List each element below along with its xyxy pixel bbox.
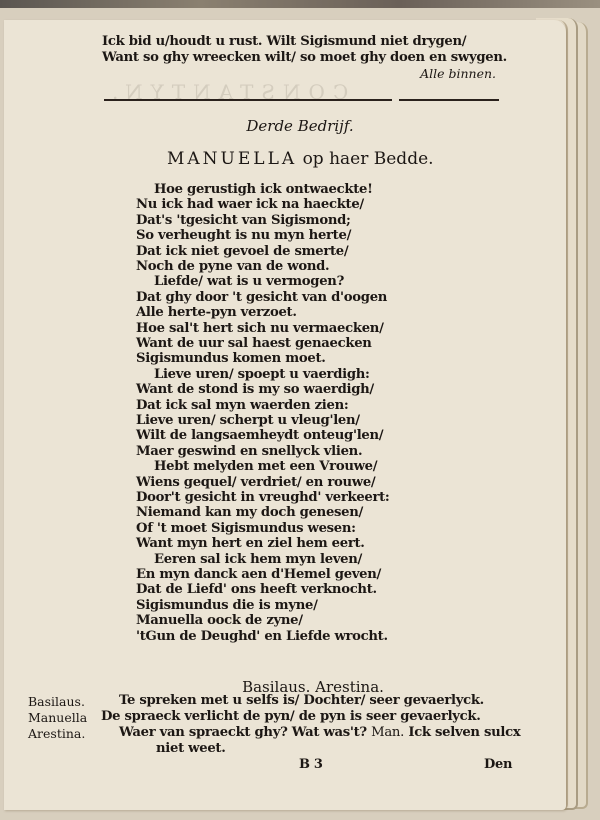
act-title: Derde Bedrijf. — [246, 117, 354, 135]
section-rule — [104, 99, 392, 101]
verse-line: Dat ick sal myn waerden zien: — [136, 397, 349, 413]
verse-line: Niemand kan my doch genesen/ — [136, 505, 364, 521]
speaker-label: Basilaus. — [28, 694, 85, 709]
verse-line: En myn danck aen d'Hemel geven/ — [136, 567, 382, 582]
scene-persons: Basilaus. Arestina. — [242, 678, 384, 696]
speech-line — [119, 725, 520, 740]
scene-character-name: MANUELLA — [167, 149, 298, 169]
verse-line: Liefde/ wat is u vermogen? — [154, 274, 345, 290]
verse-line: Lieve uren/ spoept u vaerdigh: — [154, 366, 370, 382]
book-page — [4, 20, 566, 810]
speech-text-continued: Ick selven sulcx — [408, 725, 521, 740]
verse-line: So verheught is nu myn herte/ — [136, 228, 352, 244]
verse-line: Nu ick had waer ick na haeckte/ — [136, 197, 364, 213]
verse-line: Dat's 'tgesicht van Sigismond; — [136, 212, 351, 228]
signature-mark: B 3 — [299, 757, 323, 772]
verse-line: Wilt de langsaemheydt onteug'len/ — [136, 428, 384, 444]
top-line-2: Want so ghy wreecken wilt/ so moet ghy doen en swygen. — [102, 50, 507, 65]
speech-line: Te spreken met u selfs is/ Dochter/ seer gevaerlyck. — [119, 693, 484, 708]
verse-line: Want de stond is my so waerdigh/ — [136, 382, 374, 398]
inline-speaker-label: Man. — [371, 725, 405, 740]
verse-line: Want myn hert en ziel hem eert. — [136, 536, 365, 552]
catchword: Den — [484, 757, 513, 772]
show-through-running-head: CONSTANTYN. — [104, 80, 349, 104]
scene-title — [167, 149, 434, 169]
verse-line: Alle herte-pyn verzoet. — [136, 305, 297, 321]
verse-line: Want de uur sal haest genaecken — [136, 336, 372, 351]
speaker-label: Manuella — [28, 710, 88, 725]
verse-line: 'tGun de Deughd' en Liefde wrocht. — [136, 628, 388, 644]
top-line-1: Ick bid u/houdt u rust. Wilt Sigismund niet drygen/ — [102, 34, 467, 49]
stage-direction-exit: Alle binnen. — [420, 66, 496, 81]
top-edge-strip — [0, 0, 600, 8]
speech-line: De spraeck verlicht de pyn/ de pyn is seer gevaerlyck. — [101, 709, 481, 724]
verse-line: Wiens gequel/ verdriet/ en rouwe/ — [136, 474, 376, 490]
verse-line: Maer geswind en snellyck vlien. — [136, 443, 363, 459]
verse-line: Dat ick niet gevoel de smerte/ — [136, 243, 349, 259]
verse-line: Hebt melyden met een Vrouwe/ — [154, 459, 378, 475]
verse-line: Of 't moet Sigismundus wesen: — [136, 520, 356, 536]
verse-line: Dat ghy door 't gesicht van d'oogen — [136, 289, 388, 305]
scene-location: op haer Bedde. — [302, 149, 434, 169]
verse-line: Sigismundus die is myne/ — [136, 597, 318, 613]
verse-line: Dat de Liefd' ons heeft verknocht. — [136, 582, 377, 598]
verse-line: Manuella oock de zyne/ — [136, 613, 303, 629]
verse-line: Sigismundus komen moet. — [136, 351, 326, 367]
section-rule-right — [399, 99, 499, 101]
verse-line: Hoe sal't hert sich nu vermaecken/ — [136, 320, 384, 336]
verse-line: Eeren sal ick hem myn leven/ — [154, 551, 363, 567]
verse-line: Door't gesicht in vreughd' verkeert: — [136, 490, 390, 505]
verse-line: Hoe gerustigh ick ontwaeckte! — [154, 182, 373, 197]
verse-line: Noch de pyne van de wond. — [136, 259, 330, 274]
speech-text: Waer van spraeckt ghy? Wat was't? — [119, 725, 367, 740]
verse-line: Lieve uren/ scherpt u vleug'len/ — [136, 413, 360, 428]
speaker-label: Arestina. — [28, 726, 86, 741]
speech-continuation: niet weet. — [156, 741, 226, 756]
